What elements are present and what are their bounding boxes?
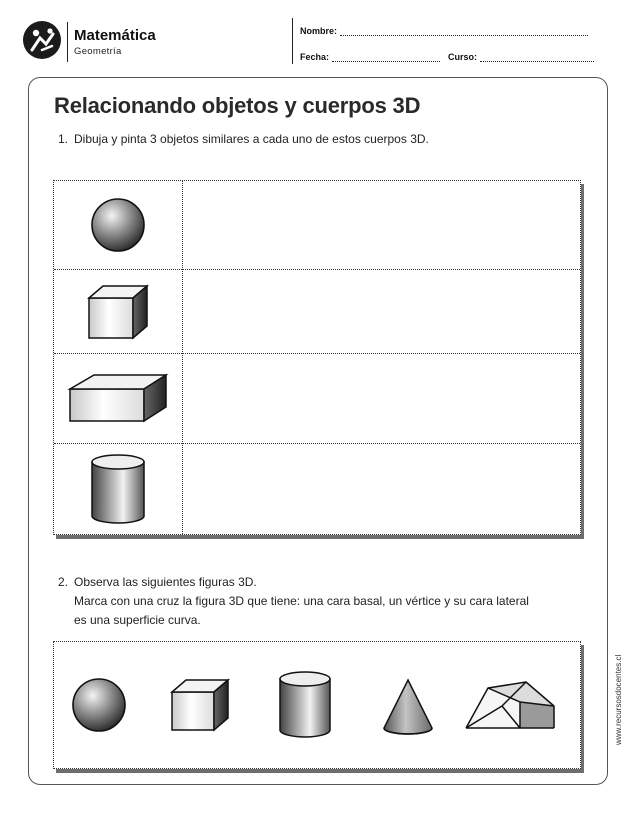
question-1-number: 1. — [58, 132, 69, 146]
cylinder-icon — [86, 452, 150, 526]
table-column-divider — [182, 181, 183, 534]
question-1 — [58, 132, 429, 146]
course-line[interactable] — [480, 53, 594, 62]
drawing-table — [53, 180, 581, 535]
subject-title: Matemática — [74, 27, 156, 44]
table-row-4-shape — [54, 443, 182, 535]
cube-icon — [83, 280, 153, 342]
question-2 — [58, 573, 529, 630]
course-label: Curso: — [448, 52, 477, 62]
course-field[interactable] — [448, 52, 594, 62]
cube-icon[interactable] — [168, 676, 234, 734]
table-row-3-shape — [54, 353, 182, 443]
date-line[interactable] — [332, 53, 440, 62]
question-2-line-2: Marca con una cruz la figura 3D que tiene: una cara basal, un vértice y su cara lateral — [74, 594, 529, 608]
question-1-text: Dibuja y pinta 3 objetos similares a cada uno de estos cuerpos 3D. — [74, 132, 429, 146]
cone-icon[interactable] — [380, 678, 436, 736]
table-row-1-shape — [54, 181, 182, 269]
brand-logo-icon — [22, 20, 62, 60]
brand-divider — [67, 22, 68, 62]
name-line[interactable] — [340, 27, 588, 36]
question-2-line-1: Observa las siguientes figuras 3D. — [74, 575, 257, 589]
name-field[interactable] — [300, 26, 588, 36]
subject-branch: Geometría — [74, 46, 122, 57]
question-2-line-3: es una superficie curva. — [74, 613, 201, 627]
website-credit: www.recursosdocentes.cl — [614, 654, 623, 745]
date-field[interactable] — [300, 52, 440, 62]
sphere-icon[interactable] — [70, 676, 128, 734]
page-title: Relacionando objetos y cuerpos 3D — [54, 93, 421, 118]
question-2-number: 2. — [58, 575, 69, 589]
figure-options-box — [53, 641, 581, 769]
triangular-prism-icon[interactable] — [462, 680, 558, 734]
header-divider — [292, 18, 293, 64]
date-label: Fecha: — [300, 52, 330, 62]
sphere-icon — [88, 195, 148, 255]
name-label: Nombre: — [300, 26, 338, 36]
table-row-2-shape — [54, 269, 182, 353]
rectangular-prism-icon — [66, 371, 170, 425]
cylinder-icon[interactable] — [276, 670, 334, 740]
